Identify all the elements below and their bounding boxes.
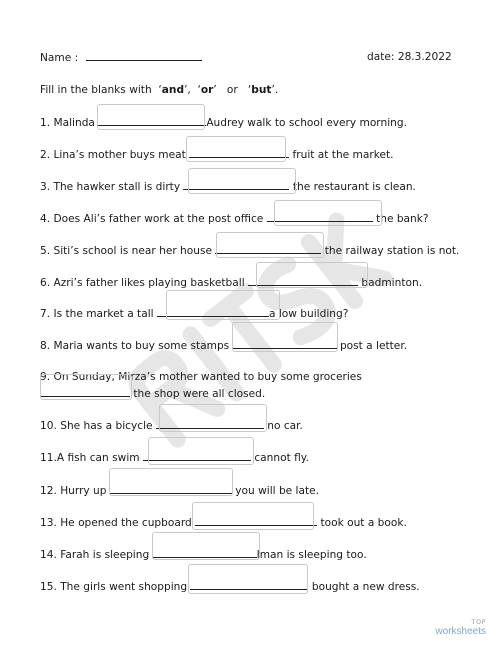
question-11: 11.A fish can swim cannot fly. — [40, 452, 309, 464]
answer-box-2[interactable] — [186, 136, 286, 162]
question-14: 14. Farah is sleeping Iman is sleeping too. — [40, 549, 367, 561]
answer-box-13[interactable] — [192, 502, 314, 530]
answer-box-14[interactable] — [152, 532, 260, 560]
brand-logo — [435, 619, 486, 637]
question-10: 10. She has a bicycle no car. — [40, 420, 303, 432]
answer-box-1[interactable] — [97, 104, 205, 130]
date-text: date: 28.3.2022 — [367, 51, 452, 63]
answer-box-10[interactable] — [159, 404, 267, 432]
question-2: 2. Lina’s mother buys meat fruit at the market. — [40, 149, 394, 161]
answer-box-3[interactable] — [188, 168, 296, 194]
name-label: Name : — [40, 52, 79, 64]
answer-box-7[interactable] — [166, 290, 280, 320]
question-8: 8. Maria wants to buy some stamps post a letter. — [40, 340, 408, 352]
keyword-but: but — [251, 84, 272, 96]
question-5: 5. Siti’s school is near her house the railway station is not. — [40, 245, 460, 257]
keyword-and: and — [161, 84, 185, 96]
question-6: 6. Azri’s father likes playing basketball badminton. — [40, 277, 423, 289]
answer-box-15[interactable] — [188, 564, 308, 594]
question-7: 7. Is the market a tall a low building? — [40, 308, 349, 320]
answer-box-5[interactable] — [216, 232, 324, 258]
question-9-cont: the shop were all closed. — [40, 386, 265, 401]
question-1: 1. Malinda Audrey walk to school every morning. — [40, 117, 407, 129]
brand-name: worksheets — [435, 626, 486, 637]
answer-box-4[interactable] — [274, 200, 382, 226]
name-line — [40, 50, 202, 65]
instruction-text: Fill in the blanks with ‘and’, ‘or’ or ‘but’. — [40, 84, 279, 96]
question-13: 13. He opened the cupboard took out a book. — [40, 517, 407, 529]
question-9: 9. On Sunday, Mirza’s mother wanted to buy some groceries — [40, 371, 362, 383]
keyword-or: or — [200, 84, 214, 96]
question-4: 4. Does Ali’s father work at the post office the bank? — [40, 213, 429, 225]
question-3: 3. The hawker stall is dirty the restaurant is clean. — [40, 181, 416, 193]
answer-box-9[interactable] — [40, 374, 132, 400]
answer-box-6[interactable] — [256, 262, 368, 288]
brand-top: TOP — [471, 618, 486, 626]
answer-box-8[interactable] — [232, 322, 338, 352]
question-15: 15. The girls went shopping bought a new dress. — [40, 581, 420, 593]
name-blank[interactable] — [86, 50, 202, 61]
answer-box-12[interactable] — [109, 468, 233, 496]
answer-box-11[interactable] — [148, 437, 254, 465]
question-12: 12. Hurry up you will be late. — [40, 485, 320, 497]
